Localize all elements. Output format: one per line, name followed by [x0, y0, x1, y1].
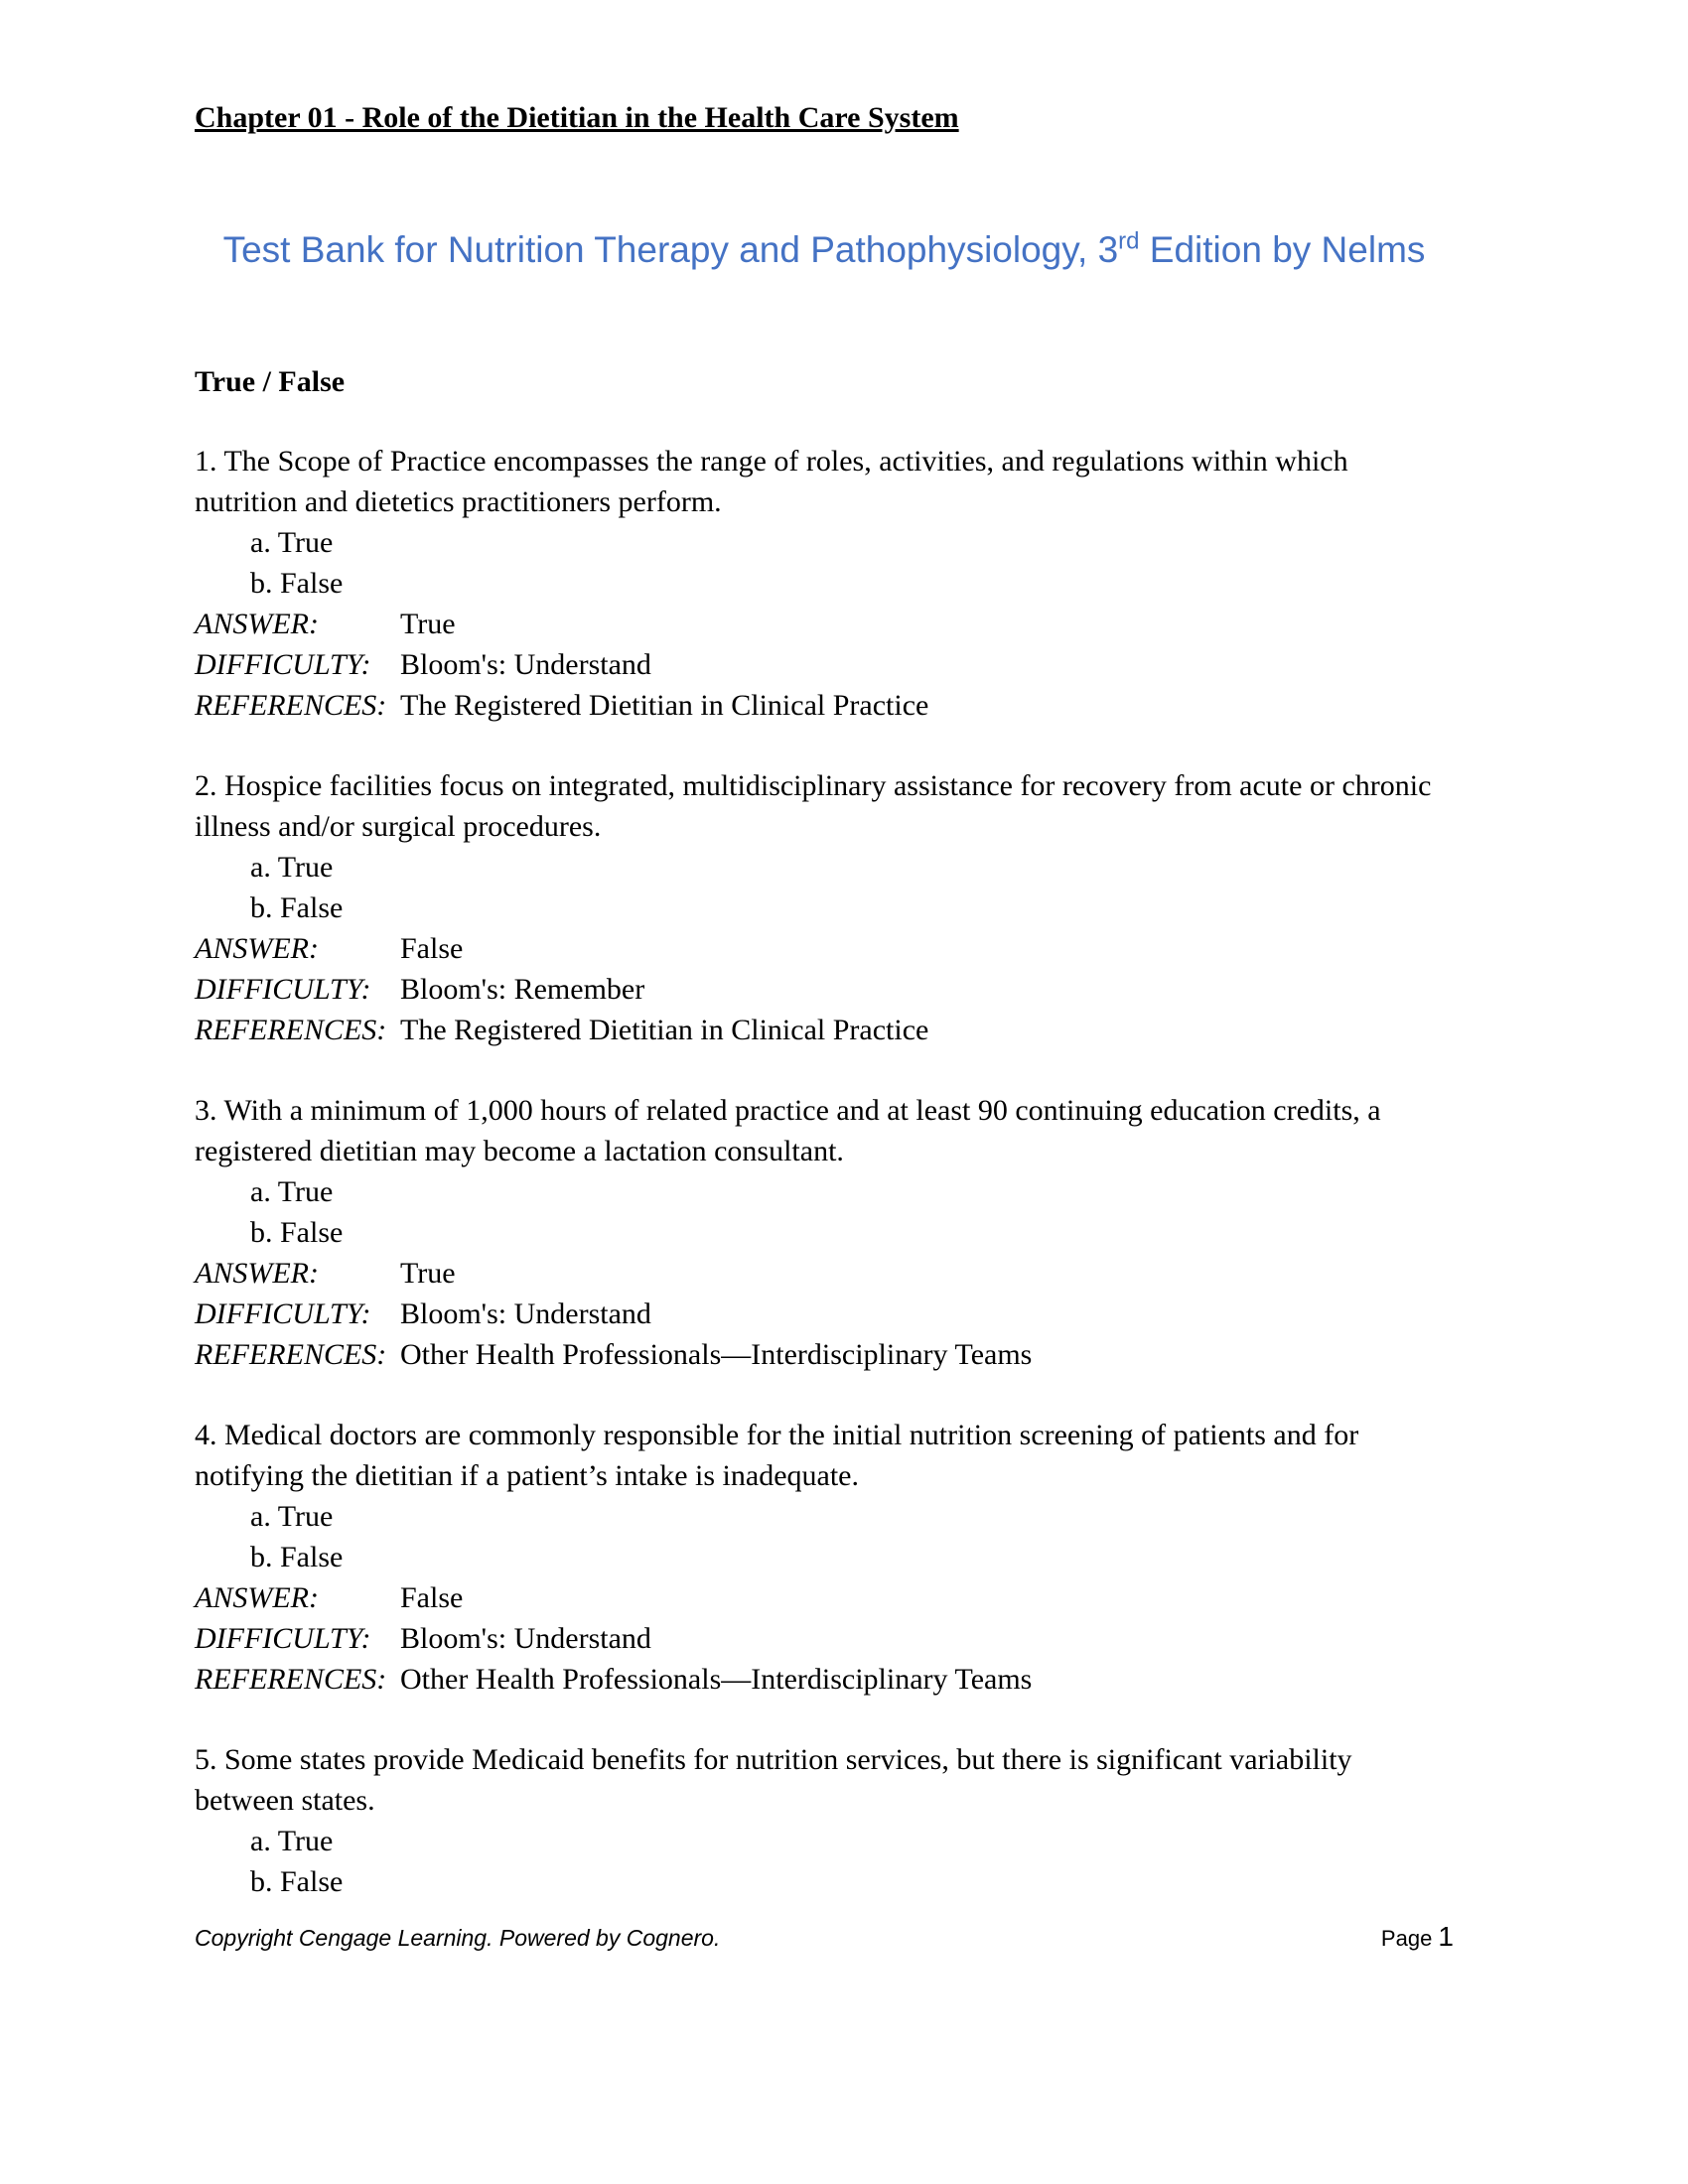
question-text: 1. The Scope of Practice encompasses the range of roles, activities, and regulations within which nutrition and dietetics practitioners perform. — [195, 445, 1348, 518]
question-meta — [195, 604, 1454, 726]
question-meta-value: Bloom's: Understand — [400, 1297, 651, 1330]
question-options — [195, 847, 1454, 928]
question-meta-value: False — [400, 1581, 464, 1614]
question-text: 4. Medical doctors are commonly responsible for the initial nutrition screening of patients and for notifying the dietitian if a patient’s intake is inadequate. — [195, 1419, 1359, 1492]
question-meta-row — [195, 644, 1454, 685]
question-option: a. True — [250, 1825, 334, 1857]
question-meta-row — [195, 1334, 1454, 1375]
question-block — [195, 1415, 1454, 1700]
question-meta-value: The Registered Dietitian in Clinical Practice — [400, 1014, 929, 1046]
question-meta-value: Other Health Professionals—Interdisciplinary Teams — [400, 1338, 1033, 1371]
page-footer — [195, 1921, 1454, 1953]
question-option: b. False — [250, 1865, 344, 1898]
question-meta-value: True — [400, 608, 456, 640]
question-meta-label: REFERENCES: — [195, 1014, 387, 1046]
question-block — [195, 1739, 1454, 1902]
document-title — [195, 228, 1454, 272]
page-content — [195, 99, 1454, 1902]
question-option: b. False — [250, 567, 344, 600]
footer-page-indicator — [1381, 1921, 1454, 1953]
question-meta-label: DIFFICULTY: — [195, 1622, 371, 1655]
chapter-heading: Chapter 01 - Role of the Dietitian in the Health Care System — [195, 101, 959, 134]
question-meta-label: REFERENCES: — [195, 689, 387, 722]
question-meta-value: The Registered Dietitian in Clinical Practice — [400, 689, 929, 722]
question-options — [195, 1496, 1454, 1577]
document-title-part2: Edition by Nelms — [1139, 229, 1426, 270]
question-option: b. False — [250, 891, 344, 924]
question-meta-row — [195, 685, 1454, 726]
question-meta-label: ANSWER: — [195, 1257, 319, 1290]
footer-page-number: 1 — [1438, 1921, 1454, 1952]
question-meta-label: DIFFICULTY: — [195, 973, 371, 1006]
question-meta-row — [195, 1659, 1454, 1700]
document-title-superscript: rd — [1118, 227, 1140, 255]
question-option: a. True — [250, 526, 334, 559]
question-meta-row — [195, 1294, 1454, 1334]
question-block — [195, 441, 1454, 726]
question-option: b. False — [250, 1216, 344, 1249]
question-meta-label: ANSWER: — [195, 1581, 319, 1614]
question-meta-label: REFERENCES: — [195, 1338, 387, 1371]
question-meta — [195, 928, 1454, 1050]
question-meta-value: True — [400, 1257, 456, 1290]
footer-copyright: Copyright Cengage Learning. Powered by Cognero. — [195, 1925, 721, 1951]
question-meta-label: DIFFICULTY: — [195, 1297, 371, 1330]
question-block — [195, 1090, 1454, 1375]
question-meta-label: DIFFICULTY: — [195, 648, 371, 681]
question-option: a. True — [250, 1175, 334, 1208]
question-meta-label: REFERENCES: — [195, 1663, 387, 1696]
question-meta-value: Bloom's: Remember — [400, 973, 645, 1006]
question-options — [195, 1171, 1454, 1253]
question-meta — [195, 1253, 1454, 1375]
question-text: 2. Hospice facilities focus on integrated, multidisciplinary assistance for recovery from acute or chronic illness and/or surgical procedures. — [195, 769, 1432, 843]
document-title-part1: Test Bank for Nutrition Therapy and Pathophysiology, 3 — [222, 229, 1119, 270]
question-meta-row — [195, 604, 1454, 644]
question-meta-value: Other Health Professionals—Interdisciplinary Teams — [400, 1663, 1033, 1696]
question-options — [195, 522, 1454, 604]
question-option: a. True — [250, 1500, 334, 1533]
question-option: b. False — [250, 1541, 344, 1573]
question-meta-row — [195, 928, 1454, 969]
question-meta-row — [195, 1618, 1454, 1659]
question-meta-row — [195, 1010, 1454, 1050]
question-meta-value: Bloom's: Understand — [400, 1622, 651, 1655]
question-option: a. True — [250, 851, 334, 884]
question-meta-label: ANSWER: — [195, 932, 319, 965]
section-heading-true-false: True / False — [195, 365, 346, 398]
question-text: 5. Some states provide Medicaid benefits for nutrition services, but there is significant variability between states. — [195, 1743, 1352, 1817]
question-meta — [195, 1577, 1454, 1700]
question-meta-value: Bloom's: Understand — [400, 648, 651, 681]
question-text: 3. With a minimum of 1,000 hours of related practice and at least 90 continuing education credits, a registered dietitian may become a lactation consultant. — [195, 1094, 1381, 1167]
question-meta-row — [195, 1577, 1454, 1618]
question-block — [195, 765, 1454, 1050]
question-meta-row — [195, 969, 1454, 1010]
question-meta-row — [195, 1253, 1454, 1294]
question-options — [195, 1821, 1454, 1902]
footer-page-label: Page — [1380, 1926, 1439, 1951]
questions — [195, 441, 1454, 1902]
question-meta-value: False — [400, 932, 464, 965]
question-meta-label: ANSWER: — [195, 608, 319, 640]
